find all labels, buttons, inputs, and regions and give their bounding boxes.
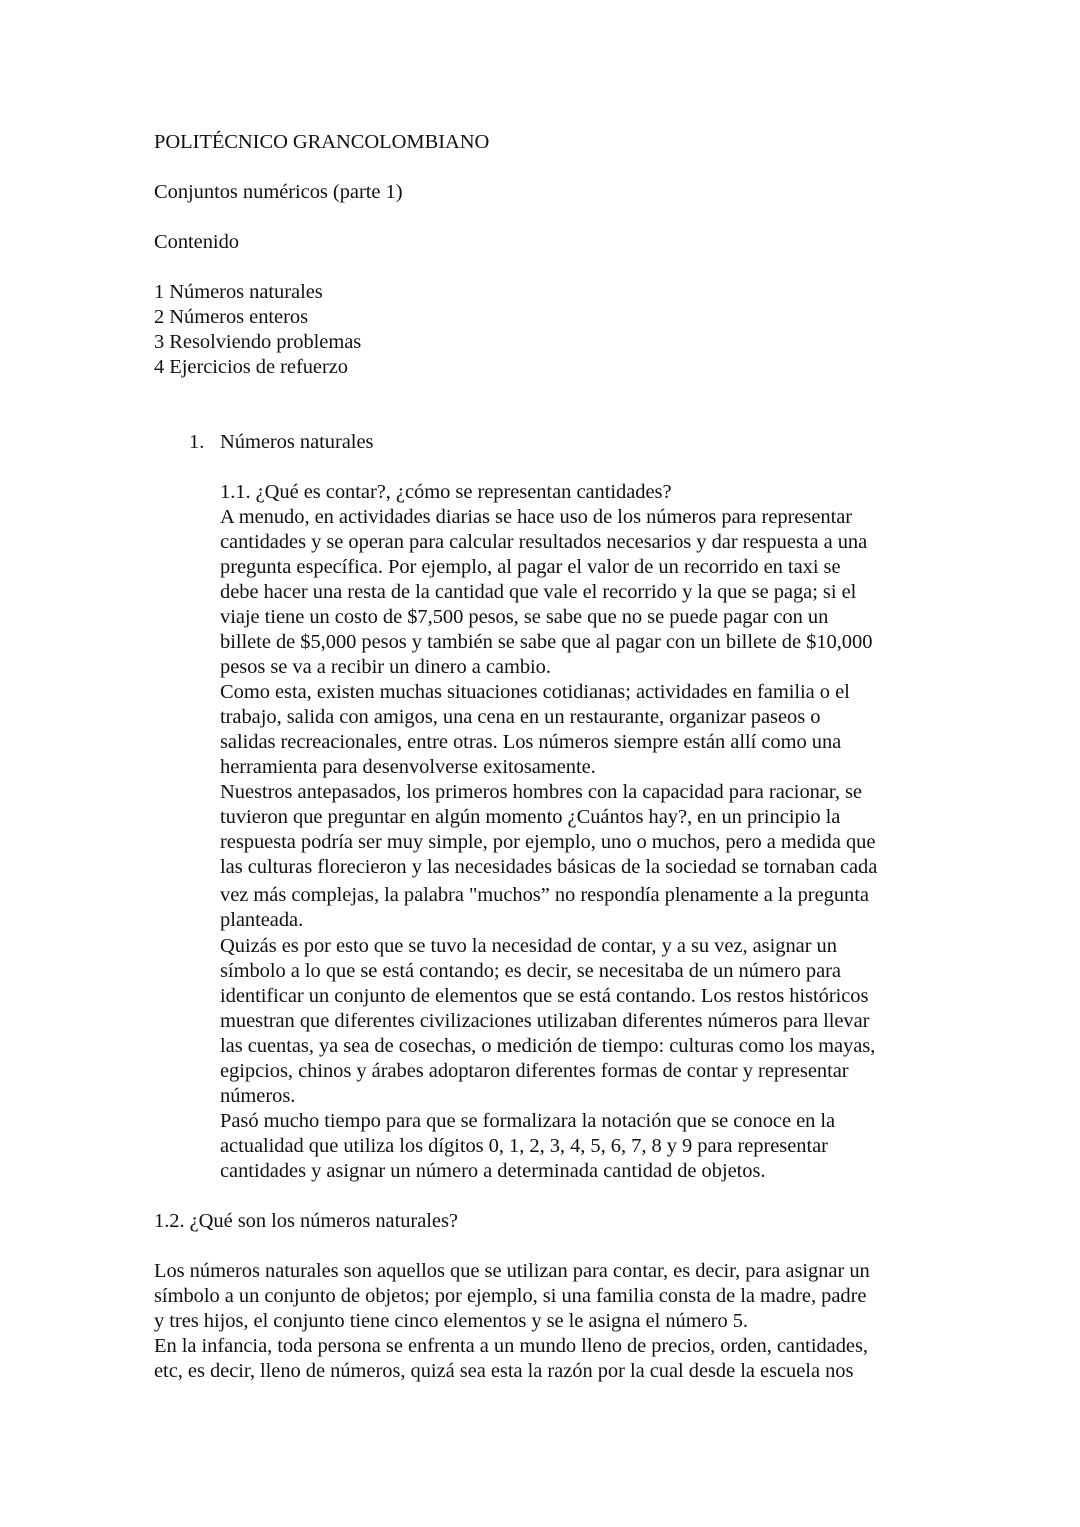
paragraph-line: Los números naturales son aquellos que se utilizan para contar, es decir, para asignar un <box>154 1260 870 1282</box>
paragraph-line: y tres hijos, el conjunto tiene cinco elementos y se le asigna el número 5. <box>154 1310 749 1332</box>
paragraph-line: viaje tiene un costo de $7,500 pesos, se sabe que no se puede pagar con un <box>220 606 829 628</box>
section-heading <box>189 430 373 455</box>
paragraph-line: cantidades y se operan para calcular resultados necesarios y dar respuesta a una <box>220 531 868 553</box>
toc-item: 2 Números enteros <box>154 306 309 328</box>
toc-item: 3 Resolviendo problemas <box>154 331 362 353</box>
paragraph-line: las culturas florecieron y las necesidades básicas de la sociedad se tornaban cada <box>220 856 878 878</box>
paragraph-line: debe hacer una resta de la cantidad que vale el recorrido y la que se paga; si el <box>220 581 857 603</box>
paragraph-line: símbolo a un conjunto de objetos; por ejemplo, si una familia consta de la madre, padre <box>154 1285 867 1307</box>
paragraph-line: números. <box>220 1085 296 1107</box>
paragraph-line: cantidades y asignar un número a determinada cantidad de objetos. <box>220 1160 766 1182</box>
document-title: Conjuntos numéricos (parte 1) <box>154 181 403 203</box>
toc-heading: Contenido <box>154 231 239 253</box>
paragraph-line: En la infancia, toda persona se enfrenta a un mundo lleno de precios, orden, cantidades, <box>154 1335 868 1357</box>
paragraph-line: vez más complejas, la palabra "muchos” no respondía plenamente a la pregunta <box>220 884 869 906</box>
paragraph-line: Como esta, existen muchas situaciones cotidianas; actividades en familia o el <box>220 681 850 703</box>
subsection-heading: 1.2. ¿Qué son los números naturales? <box>154 1210 458 1232</box>
paragraph-line: billete de $5,000 pesos y también se sabe que al pagar con un billete de $10,000 <box>220 631 873 653</box>
paragraph-line: pesos se va a recibir un dinero a cambio. <box>220 656 551 678</box>
paragraph-line: Quizás es por esto que se tuvo la necesidad de contar, y a su vez, asignar un <box>220 935 837 957</box>
paragraph-line: A menudo, en actividades diarias se hace uso de los números para representar <box>220 506 853 528</box>
paragraph-line: pregunta específica. Por ejemplo, al pagar el valor de un recorrido en taxi se <box>220 556 841 578</box>
paragraph-line: actualidad que utiliza los dígitos 0, 1, 2, 3, 4, 5, 6, 7, 8 y 9 para representar <box>220 1135 828 1157</box>
paragraph-line: Nuestros antepasados, los primeros hombres con la capacidad para racionar, se <box>220 781 862 803</box>
paragraph-line: etc, es decir, lleno de números, quizá sea esta la razón por la cual desde la escuela nos <box>154 1360 854 1382</box>
paragraph-line: símbolo a lo que se está contando; es decir, se necesitaba de un número para <box>220 960 841 982</box>
paragraph-line: respuesta podría ser muy simple, por ejemplo, uno o muchos, pero a medida que <box>220 831 876 853</box>
toc-item: 1 Números naturales <box>154 281 323 303</box>
section-number: 1. <box>189 431 205 453</box>
institution-name: POLITÉCNICO GRANCOLOMBIANO <box>154 131 490 153</box>
paragraph-line: identificar un conjunto de elementos que se está contando. Los restos históricos <box>220 985 869 1007</box>
paragraph-line: trabajo, salida con amigos, una cena en un restaurante, organizar paseos o <box>220 706 821 728</box>
paragraph-line: Pasó mucho tiempo para que se formalizara la notación que se conoce en la <box>220 1110 836 1132</box>
subsection-heading: 1.1. ¿Qué es contar?, ¿cómo se representan cantidades? <box>220 481 672 503</box>
section-title: Números naturales <box>220 431 374 453</box>
paragraph-line: las cuentas, ya sea de cosechas, o medición de tiempo: culturas como los mayas, <box>220 1035 876 1057</box>
toc-item: 4 Ejercicios de refuerzo <box>154 356 349 378</box>
paragraph-line: salidas recreacionales, entre otras. Los números siempre están allí como una <box>220 731 842 753</box>
paragraph-line: muestran que diferentes civilizaciones utilizaban diferentes números para llevar <box>220 1010 870 1032</box>
paragraph-line: herramienta para desenvolverse exitosamente. <box>220 756 596 778</box>
paragraph-line: tuvieron que preguntar en algún momento ¿Cuántos hay?, en un principio la <box>220 806 841 828</box>
paragraph-line: planteada. <box>220 909 304 931</box>
paragraph-line: egipcios, chinos y árabes adoptaron diferentes formas de contar y representar <box>220 1060 849 1082</box>
